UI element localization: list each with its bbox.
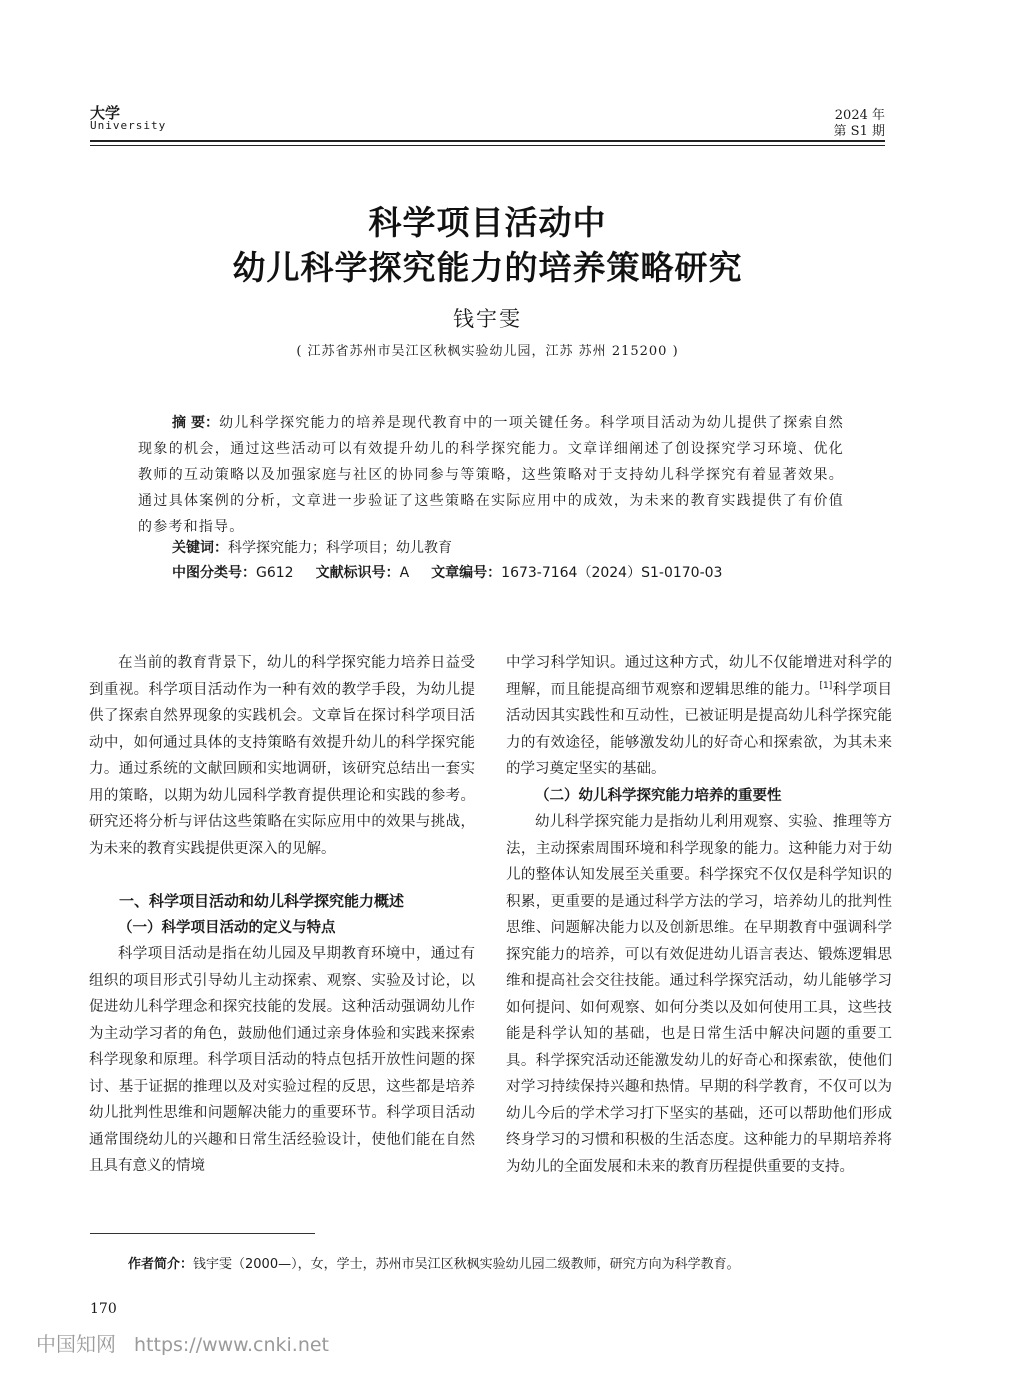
paragraph-1-1-cont-a: 中学习科学知识。通过这种方式，幼儿不仅能增进对科学的理解，而且能提高细节观察和逻辑思维的能力。 [506, 655, 892, 698]
header-rule [90, 140, 885, 146]
section-heading-1: 一、科学项目活动和幼儿科学探究能力概述 [119, 892, 405, 910]
watermark-brand: 中国知网 [36, 1332, 116, 1356]
keywords-label: 关键词： [172, 540, 228, 556]
subsection-heading-1-2: （二）幼儿科学探究能力培养的重要性 [535, 787, 782, 804]
author-name: 钱宇雯 [453, 307, 522, 331]
abstract-text: 幼儿科学探究能力的培养是现代教育中的一项关键任务。科学项目活动为幼儿提供了探索自然现象的机会，通过这些活动可以有效提升幼儿的科学探究能力。文章详细阐述了创设探究学习环境、优化教师的互动策略以及加强家庭与社区的协同参与等策略，这些策略对于支持幼儿科学探究有着显著效果。通过具体案例的分析，文章进一步验证了这些策略在实际应用中的成效，为未来的教育实践提供了有价值的参考和指导。 [138, 415, 845, 535]
classification-line [172, 562, 742, 582]
paragraph-1-1: 科学项目活动是指在幼儿园及早期教育环境中，通过有组织的项目形式引导幼儿主动探索、观察、实验及讨论，以促进幼儿科学理念和探究技能的发展。这种活动强调幼儿作为主动学习者的角色，鼓励他们通过亲身体验和实践来探索科学现象和原理。科学项目活动的特点包括开放性问题的探讨、基于证据的推理以及对实验过程的反思，这些都是培养幼儿批判性思维和问题解决能力的重要环节。科学项目活动通常围绕幼儿的兴趣和日常生活经验设计，使他们能在自然且具有意义的情境 [89, 946, 475, 1174]
article-number-value: 1673-7164（2024）S1-0170-03 [501, 565, 723, 581]
doc-code-value: A [399, 565, 410, 581]
author-affiliation: ( 江苏省苏州市吴江区秋枫实验幼儿园，江苏 苏州 215200 ) [296, 344, 679, 359]
intro-paragraph: 在当前的教育背景下，幼儿的科学探究能力培养日益受到重视。科学项目活动作为一种有效的教学手段，为幼儿提供了探索自然界现象的实践机会。文章旨在探讨科学项目活动中，如何通过具体的支持策略有效提升幼儿的科学探究能力。通过系统的文献回顾和实地调研，该研究总结出一套实用的策略，以期为幼儿园科学教育提供理论和实践的参考。研究还将分析与评估这些策略在实际应用中的效果与挑战，为未来的教育实践提供更深入的见解。 [89, 655, 475, 857]
keywords-text: 科学探究能力；科学项目；幼儿教育 [228, 540, 452, 556]
abstract [138, 410, 844, 540]
clc-label: 中图分类号： [172, 565, 256, 581]
body-column-left [89, 650, 475, 1180]
issue-number: 第 S1 期 [833, 124, 885, 139]
abstract-label: 摘 要： [172, 415, 220, 431]
citation-ref[interactable]: [1] [819, 680, 833, 691]
subsection-heading-1-1: （一）科学项目活动的定义与特点 [118, 919, 336, 936]
paragraph-1-2: 幼儿科学探究能力是指幼儿利用观察、实验、推理等方法，主动探索周围环境和科学现象的能力。这种能力对于幼儿的整体认知发展至关重要。科学探究不仅仅是科学知识的积累，更重要的是通过科学方法的学习，培养幼儿的批判性思维、问题解决能力以及创新思维。在早期教育中强调科学探究能力的培养，可以有效促进幼儿语言表达、锻炼逻辑思维和提高社会交往技能。通过科学探究活动，幼儿能够学习如何提问、如何观察、如何分类以及如何使用工具，这些技能是科学认知的基础，也是日常生活中解决问题的重要工具。科学探究活动还能激发幼儿的好奇心和探索欲，使他们对学习持续保持兴趣和热情。早期的科学教育，不仅可以为幼儿今后的学术学习打下坚实的基础，还可以帮助他们形成终身学习的习惯和积极的生活态度。这种能力的早期培养将为幼儿的全面发展和未来的教育历程提供重要的支持。 [506, 814, 892, 1175]
cnki-watermark [36, 1328, 329, 1357]
paper-title-line1: 科学项目活动中 [368, 203, 607, 242]
footnote-label: 作者简介： [128, 1257, 194, 1272]
journal-name-en: University [90, 119, 167, 132]
footnote-rule [90, 1233, 315, 1234]
paragraph-1-1-continued [506, 650, 892, 783]
body-column-right [506, 650, 892, 1180]
issue-year: 2024 年 [834, 108, 885, 123]
journal-name: 大学 [90, 104, 121, 122]
author-bio-footnote [128, 1253, 740, 1272]
footnote-text: 钱宇雯（2000—），女，学士，苏州市吴江区秋枫实验幼儿园二级教师，研究方向为科学教育。 [193, 1257, 740, 1272]
doc-code-label: 文献标识号： [315, 565, 400, 581]
page-number: 170 [90, 1301, 117, 1317]
keywords [172, 537, 452, 557]
clc-value: G612 [256, 565, 294, 581]
article-number-label: 文章编号： [431, 565, 502, 581]
paragraph-1-1-cont-b: 科学项目活动因其实践性和互动性，已被证明是提高幼儿科学探究能力的有效途径，能够激发幼儿的好奇心和探索欲，为其未来的学习奠定坚实的基础。 [506, 681, 893, 777]
paper-title-line2: 幼儿科学探究能力的培养策略研究 [232, 248, 743, 287]
watermark-url[interactable]: https://www.cnki.net [134, 1334, 330, 1356]
